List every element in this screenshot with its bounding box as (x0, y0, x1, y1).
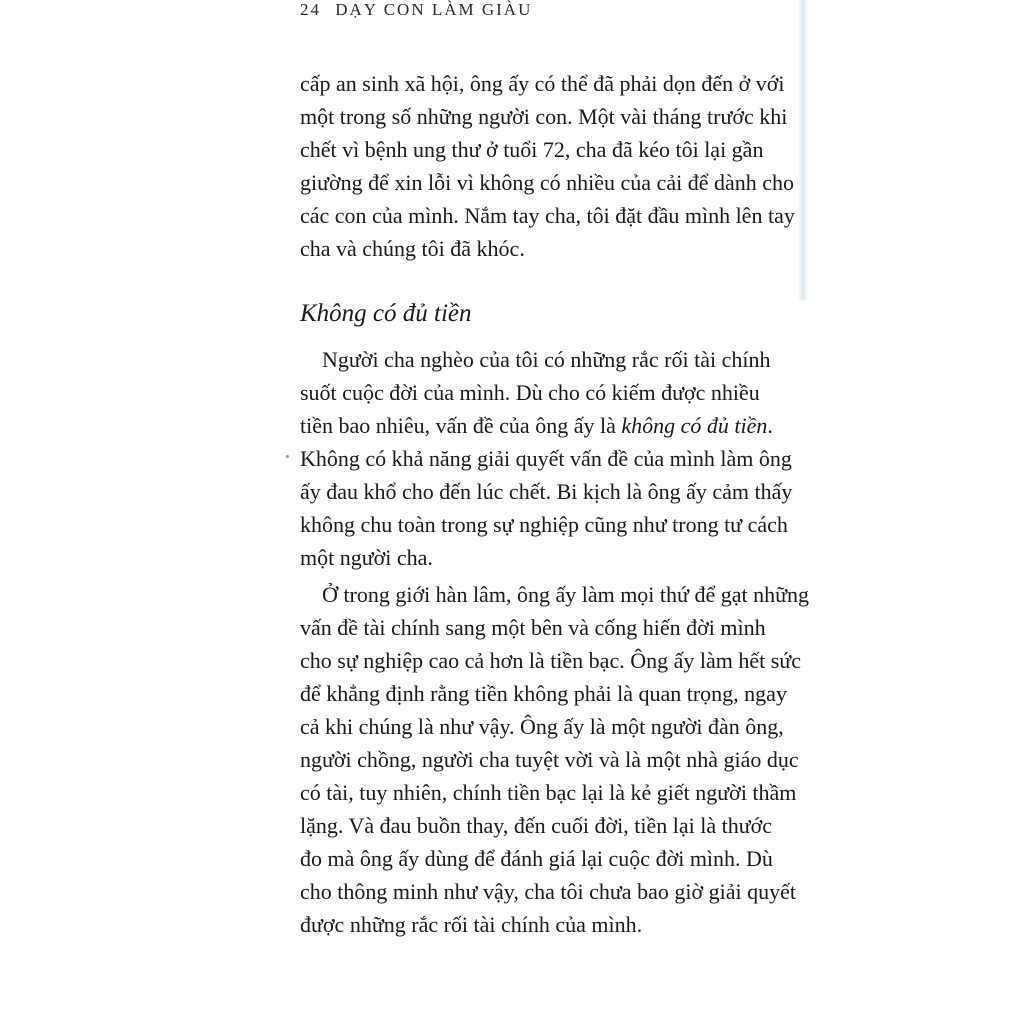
paragraph-line: cấp an sinh xã hội, ông ấy có thể đã phải dọn đến ở với (300, 71, 785, 96)
running-title: DẠY CON LÀM GIÀU (335, 0, 533, 19)
paragraph-line: Người cha nghèo của tôi có những rắc rối tài chính (322, 347, 771, 372)
print-speck (286, 455, 289, 458)
paragraph-line: đo mà ông ấy dùng để đánh giá lại cuộc đời mình. Dù (300, 846, 773, 871)
paragraph-line: để khẳng định rằng tiền không phải là quan trọng, ngay (300, 681, 787, 706)
paragraph-line: suốt cuộc đời của mình. Dù cho có kiếm được nhiều (300, 380, 760, 405)
paragraph-line: Ở trong giới hàn lâm, ông ấy làm mọi thứ để gạt những (322, 582, 810, 607)
paragraph-line: chết vì bệnh ung thư ở tuổi 72, cha đã kéo tôi lại gần (300, 137, 764, 162)
paragraph-line: có tài, tuy nhiên, chính tiền bạc lại là kẻ giết người thầm (300, 780, 797, 805)
page-number: 24 (300, 0, 321, 19)
paragraph-line: ấy đau khổ cho đến lúc chết. Bi kịch là ông ấy cảm thấy (300, 479, 793, 504)
line-text: tiền bao nhiêu, vấn đề của ông ấy là (300, 413, 622, 438)
paragraph-line: một người cha. (300, 545, 433, 570)
paragraph-line: Không có khả năng giải quyết vấn đề của mình làm ông (300, 446, 792, 471)
paragraph-line: không chu toàn trong sự nghiệp cũng như trong tư cách (300, 512, 788, 537)
running-header (300, 0, 532, 20)
paragraph-line: các con của mình. Nắm tay cha, tôi đặt đầu mình lên tay (300, 203, 795, 228)
page-edge-shadow (798, 0, 808, 300)
paragraph-line: giường để xin lỗi vì không có nhiều của cải để dành cho (300, 170, 794, 195)
paragraph-line: người chồng, người cha tuyệt vời và là một nhà giáo dục (300, 747, 799, 772)
paragraph-line: lặng. Và đau buồn thay, đến cuối đời, tiền lại là thước (300, 813, 773, 838)
paragraph-line: một trong số những người con. Một vài tháng trước khi (300, 104, 788, 129)
line-text: . (767, 413, 773, 438)
paragraph-line: cho sự nghiệp cao cả hơn là tiền bạc. Ông ấy làm hết sức (300, 648, 801, 673)
section-heading: Không có đủ tiền (300, 300, 472, 327)
paragraph-line: được những rắc rối tài chính của mình. (300, 912, 643, 937)
paragraph-line (300, 414, 773, 438)
emphasis-text: không có đủ tiền (621, 413, 768, 438)
paragraph-line: cha và chúng tôi đã khóc. (300, 236, 525, 261)
paragraph-line: cho thông minh như vậy, cha tôi chưa bao giờ giải quyết (300, 879, 796, 904)
paragraph-line: vấn đề tài chính sang một bên và cống hiến đời mình (300, 615, 766, 640)
paragraph-line: cả khi chúng là như vậy. Ông ấy là một người đàn ông, (300, 714, 784, 739)
